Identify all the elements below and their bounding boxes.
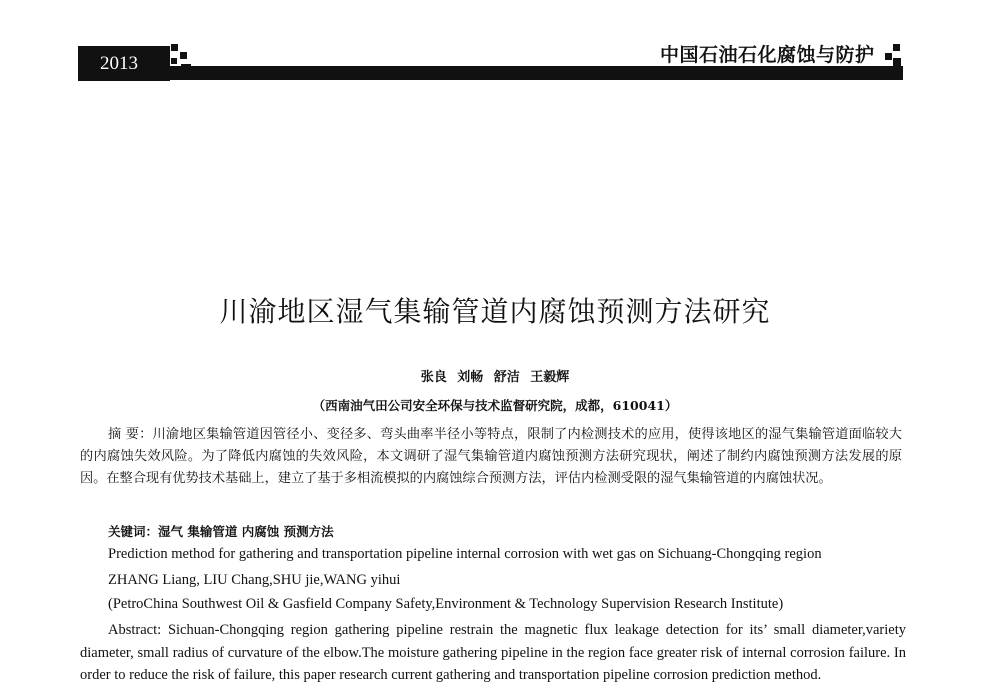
journal-title: 中国石油石化腐蚀与防护 (660, 44, 875, 66)
english-abstract: Abstract: Sichuan-Chongqing region gathering pipeline restrain the magnetic flux leakage detection for its’ small diameter,variety diameter, small radius of curvature of the elbow.The moisture gathering pipeline in the region face greater risk of internal corrosion failure. In order to reduce the risk of failure, this paper research current gathering and transportation pipeline corrosion prediction method. (80, 622, 906, 683)
english-affiliation: (PetroChina Southwest Oil & Gasfield Company Safety,Environment & Technology Supervision Research Institute) (108, 596, 784, 612)
paper-affiliation: （西南油气田公司安全环保与技术监督研究院，成都，610041） (312, 398, 678, 413)
english-title: Prediction method for gathering and transportation pipeline internal corrosion with wet gas on Sichuang-Chongqing region (108, 546, 822, 562)
keywords-label: 关键词： (108, 524, 159, 539)
keywords-row (108, 522, 334, 540)
year-label: 2013 (78, 46, 170, 81)
paper-authors: 张良 刘畅 舒洁 王毅辉 (420, 370, 570, 385)
header-rule (78, 66, 903, 80)
english-authors: ZHANG Liang, LIU Chang,SHU jie,WANG yihui (108, 572, 401, 588)
abstract-chinese: 摘 要：川渝地区集输管道因管径小、变径多、弯头曲率半径小等特点，限制了内检测技术的应用，使得该地区的湿气集输管道面临较大的内腐蚀失效风险。为了降低内腐蚀的失效风险，本文调研了湿气集输管道内腐蚀预测方法研究现状，阐述了制约内腐蚀预测方法发展的原因。在整合现有优势技术基础上，建立了基于多相流模拟的内腐蚀综合预测方法，评估内检测受限的湿气集输管道的内腐蚀状况。 (80, 427, 902, 486)
keywords-text: 湿气 集输管道 内腐蚀 预测方法 (158, 524, 334, 539)
paper-title: 川渝地区湿气集输管道内腐蚀预测方法研究 (219, 295, 771, 328)
